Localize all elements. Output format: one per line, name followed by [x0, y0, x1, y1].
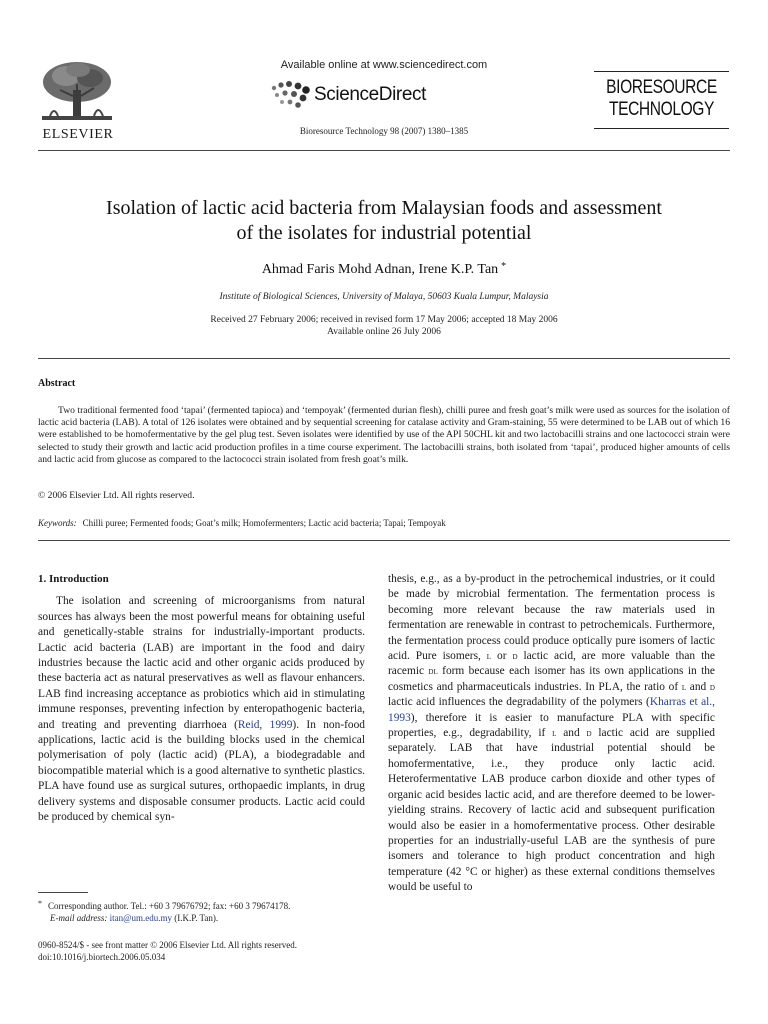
body-paragraph [38, 594, 365, 825]
body-paragraph [388, 572, 715, 896]
citation-link[interactable]: Kharras et al., 1993 [388, 696, 715, 724]
front-matter-info [38, 939, 368, 963]
email-label: E-mail address: [50, 913, 108, 923]
keywords [38, 518, 730, 528]
footnote-divider [38, 892, 88, 893]
corresponding-author-mark[interactable]: * [501, 261, 507, 272]
article-history [48, 314, 720, 338]
footnote-contact [38, 898, 368, 912]
isomer-label: dl [428, 666, 438, 678]
body-text: form because each isomer has its own applications in the cosmetics and pharmaceuticals industries. In PLA, the ratio of [388, 665, 715, 693]
isomer-label: l [552, 728, 557, 740]
keywords-label: Keywords: [38, 518, 77, 528]
sciencedirect-dots-icon [268, 80, 312, 110]
section-heading: 1. Introduction [38, 573, 109, 585]
affiliation: Institute of Biological Sciences, University of Malaya, 50603 Kuala Lumpur, Malaysia [219, 292, 549, 302]
isomer-label: l [681, 681, 687, 693]
sciencedirect-wordmark: ScienceDirect [314, 84, 427, 105]
corresponding-footnote [38, 898, 368, 924]
journal-logo-line-1: BIORESOURCE [606, 77, 717, 98]
abstract-text [38, 405, 730, 466]
available-online-banner[interactable]: Available online at www.sciencedirect.com [280, 59, 488, 71]
authors-text: Ahmad Faris Mohd Adnan, Irene K.P. Tan [261, 262, 499, 277]
header-divider [38, 150, 730, 151]
body-text: lactic acid, are more valuable than the racemic [388, 650, 715, 678]
body-text: The isolation and screening of microorganisms from natural sources has always been the most powerful means for obtaining useful and genetically-stable strains for industrially-important products. Lactic acid bacteria (LAB) are important in the food and dairy industries because the lactic acid and other organic acids produced by these bacteria act as natural preservatives as well as flavour enhancers. LAB find increasing acceptance as probiotics which aid in stimulating immune responses, preventing infection by enteropathogenic bacteria, and treating and preventing diarrhoea ( [38, 595, 365, 731]
paper-title [48, 196, 720, 246]
received-dates: Received 27 February 2006; received in revised form 17 May 2006; accepted 18 May 2006 [210, 315, 558, 325]
publisher-name: ELSEVIER [42, 127, 114, 142]
title-divider [38, 358, 730, 359]
citation-link[interactable]: Reid, 1999 [237, 718, 293, 731]
body-text: lactic acid are supplied separately. LAB that have industrial potential should be homofermentative, i.e., they produce only lactic acid. Heterofermentative LAB produce carbon dioxide and other types of organic acid besides lactic acid, and are therefore deemed to be lower-yielding strains. Recovery of lactic acid and subsequent purification would also be easier in a homofermentative process. Other desirable properties for an industrially-useful LAB are the synthesis of pure isomers and tolerance to high product concentration and high temperature (42 °C or higher) as these external conditions themselves would be useful to [388, 727, 715, 894]
body-text: ), therefore it is easier to manufacture PLA with specific properties, e.g., degradability, if [388, 711, 715, 740]
body-text: and [686, 680, 710, 693]
abstract-divider [38, 540, 730, 541]
journal-logo [594, 71, 729, 129]
body-text: or [491, 650, 513, 663]
available-online-date: Available online 26 July 2006 [327, 327, 441, 337]
footnote-email [38, 912, 368, 924]
sciencedirect-logo[interactable] [268, 80, 453, 110]
isomer-label: d [709, 681, 715, 693]
body-text: thesis, e.g., as a by-product in the petrochemical industries, or it could be made by microbial fermentation. The fermentation process is becoming more relevant because the raw materials used in fermentation are renewable in contrast to petrochemicals. Furthermore, the fermentation process could produce optically pure isomers of lactic acid. Pure isomers, [388, 573, 715, 663]
body-text: and [556, 727, 587, 740]
paper-title-line-1: Isolation of lactic acid bacteria from Malaysian foods and assessment [106, 197, 662, 219]
abstract-heading: Abstract [38, 378, 76, 389]
isomer-label: l [486, 651, 492, 663]
isomer-label: d [586, 728, 592, 740]
journal-logo-line-2: TECHNOLOGY [609, 99, 714, 120]
footnote-mark: * [38, 899, 42, 908]
body-text: ). In non-food applications, lactic acid is the building blocks used in the chemical polymerisation of poly (lactic acid) (PLA), a biodegradable and biocompatible material which is a good alternative to synthetic plastics. PLA have found use as surgical sutures, orthopaedic implants, in drug delivery systems and disposable consumer products. Lactic acid could be produced by chemical syn- [38, 718, 365, 824]
paper-title-line-2: of the isolates for industrial potential [236, 222, 532, 244]
left-column [38, 572, 365, 826]
keywords-list: Chilli puree; Fermented foods; Goat’s milk; Homofermenters; Lactic acid bacteria; Tapai; Tempoyak [82, 518, 446, 528]
footnote-text: Corresponding author. Tel.: +60 3 79676792; fax: +60 3 79674178. [48, 901, 291, 911]
elsevier-tree-logo-icon [38, 60, 116, 126]
isomer-label: d [512, 651, 518, 663]
doi-line[interactable]: doi:10.1016/j.biortech.2006.05.034 [38, 952, 166, 962]
author-list [48, 261, 720, 278]
abstract-paragraph: Two traditional fermented food ‘tapai’ (fermented tapioca) and ‘tempoyak’ (fermented durian flesh), chilli puree and fresh goat’s milk were used as sources for the isolation of lactic acid bacteria (LAB). A total of 126 isolates were obtained and by sequential screening for catalase activity and Gram-staining, 55 were determined to be LAB out of which 16 were established to be homofermentative by the gel plug test. Seven isolates were identified by use of the API 50CHL kit and two lactobacilli strains and one lactococci strain were selected to study their growth and lactic acid production profiles in a time course experiment. The lactobacilli strains, both isolated from ‘tapai’, produced higher amounts of cells and lactic acid from glucose as compared to the lactococci strain isolated from fresh goat’s milk. [38, 405, 730, 465]
right-column [388, 572, 715, 896]
body-text: lactic acid influences the degradability of the polymers ( [388, 696, 650, 709]
journal-citation: Bioresource Technology 98 (2007) 1380–1385 [299, 126, 469, 136]
email-suffix: (I.K.P. Tan). [171, 913, 219, 923]
email-link[interactable]: itan@um.edu.my [109, 913, 172, 923]
issn-line: 0960-8524/$ - see front matter © 2006 Elsevier Ltd. All rights reserved. [38, 940, 298, 950]
abstract-copyright: © 2006 Elsevier Ltd. All rights reserved. [38, 490, 195, 501]
